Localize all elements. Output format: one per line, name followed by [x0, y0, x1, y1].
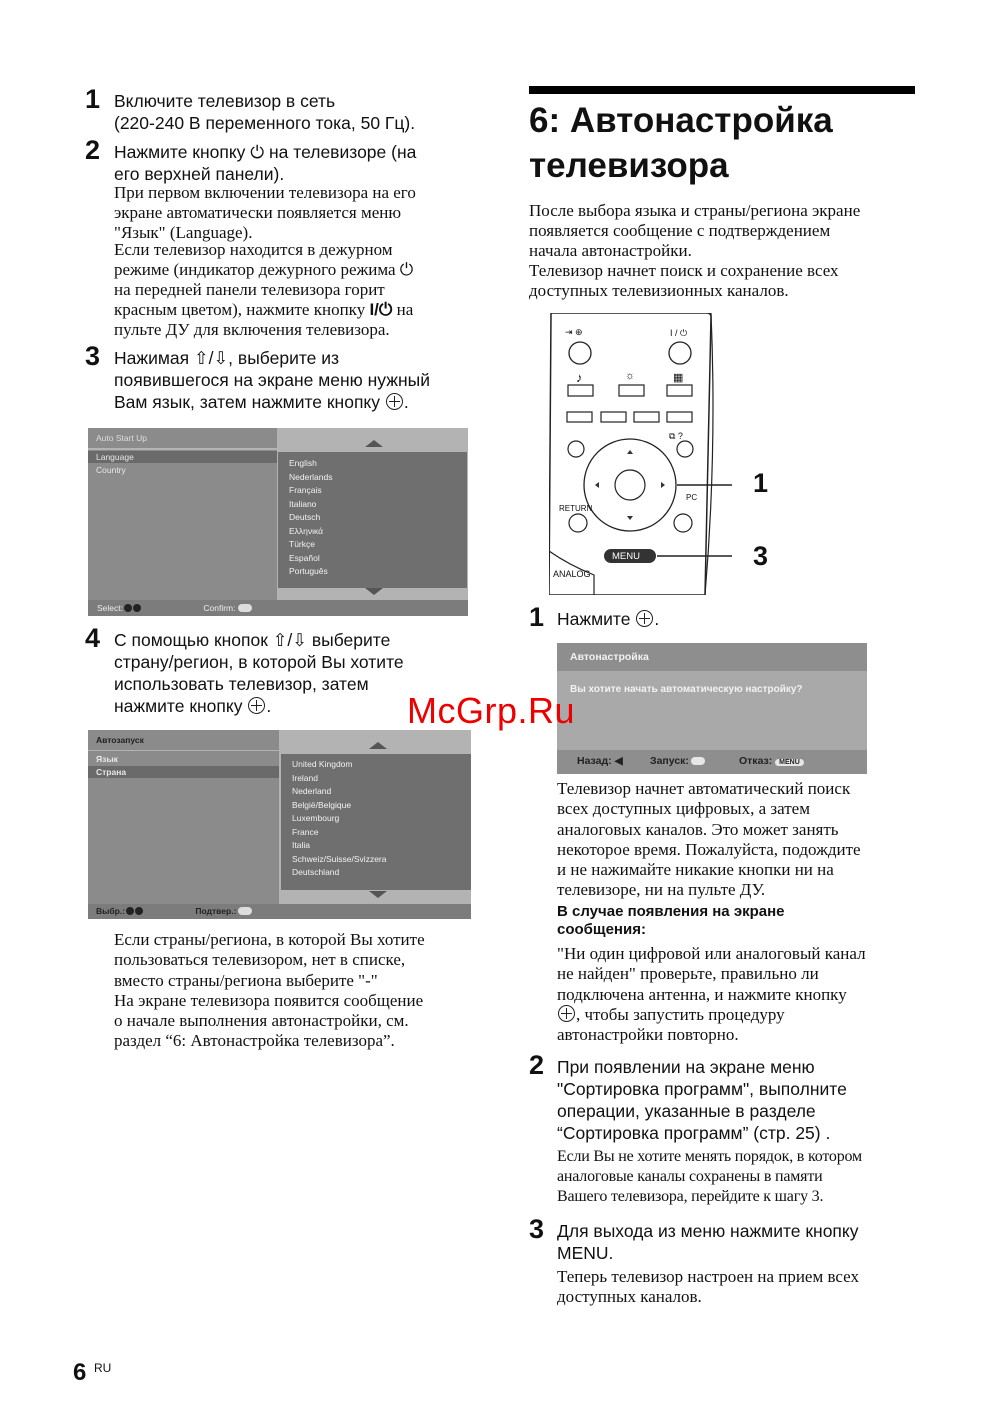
- section-heading: 6: Автонастройка телевизора: [529, 101, 833, 185]
- page-language: RU: [94, 1361, 112, 1375]
- menu-button[interactable]: MENU: [612, 551, 640, 562]
- scroll-down-arrow-icon[interactable]: [369, 891, 387, 898]
- confirm-question: Вы хотите начать автоматическую настройку?: [570, 684, 803, 695]
- down-key-icon: [135, 907, 143, 915]
- step-text: С помощью кнопок ⇧/⇩ выберите страну/регион, в которой Вы хотите использовать телевизор, затем нажмите кнопку .: [114, 630, 404, 716]
- picture-icon: ☼: [625, 370, 636, 382]
- menu-item-country[interactable]: Страна: [88, 766, 279, 778]
- step-note: Если телевизор находится в дежурном режиме (индикатор дежурного режима ⏻ на передней панели телевизора горит красным цветом), нажмите кнопку I/⏻ на пульте ДУ для включения телевизора.: [114, 240, 414, 339]
- step-number: 2: [85, 135, 101, 165]
- tv-standby-icon: I/⏻: [369, 300, 393, 319]
- analog-label: ANALOG: [553, 569, 591, 579]
- language-list: [278, 452, 467, 588]
- list-option[interactable]: Schweiz/Suisse/Svizzera: [292, 853, 387, 864]
- list-option[interactable]: Deutschland: [292, 867, 340, 877]
- autotune-confirm-screen: [557, 643, 867, 774]
- ok-button-icon: [636, 610, 653, 627]
- power-icon: ⏻: [250, 142, 265, 162]
- step-note: Если страны/региона, в которой Вы хотите пользоваться телевизором, нет в списке, вместо страны/региона выберите "-" На экране телевизора появится сообщение о начале выполнения автонастройки, см. раздел “6: Автонастройка телевизора”.: [114, 930, 425, 1051]
- remote-control-drawing: [549, 313, 779, 595]
- up-key-icon: [124, 604, 132, 612]
- menu-footer-bar: [88, 904, 471, 919]
- list-option[interactable]: Nederlands: [289, 471, 333, 482]
- page-number: 6: [73, 1359, 87, 1386]
- list-option[interactable]: Español: [289, 552, 320, 563]
- step-text: Включите телевизор в сеть (220-240 В переменного тока, 50 Гц).: [114, 91, 416, 133]
- cancel-hint: Отказ: MENU: [739, 755, 804, 767]
- ok-key-icon: [691, 757, 705, 765]
- step-note: Теперь телевизор настроен на прием всех доступных каналов.: [557, 1267, 859, 1306]
- list-option[interactable]: Português: [289, 566, 328, 576]
- case-heading: В случае появления на экране сообщения:: [557, 903, 785, 938]
- step-text: Нажимая ⇧/⇩, выберите из появившегося на экране меню нужный Вам язык, затем нажмите кнопку .: [114, 348, 430, 412]
- ok-button-icon: [248, 697, 265, 714]
- input-button-icon: ⇥ ⊕: [565, 327, 583, 337]
- scroll-up-arrow-icon[interactable]: [369, 742, 387, 749]
- heading-rule: [529, 86, 915, 94]
- list-option[interactable]: Türkçe: [289, 539, 315, 549]
- step-text: Нажмите кнопку ⏻ на телевизоре (на его верхней панели).: [114, 142, 417, 184]
- country-menu-screen: [88, 730, 471, 919]
- callout-number: 1: [753, 468, 769, 498]
- ok-key-icon: [238, 907, 252, 915]
- list-option[interactable]: Deutsch: [289, 512, 321, 522]
- scroll-down-arrow-icon[interactable]: [365, 588, 383, 595]
- menu-footer-bar: [88, 600, 468, 616]
- sound-icon: ♪: [576, 370, 583, 385]
- case-text: "Ни один цифровой или аналоговый канал не найден" проверьте, правильно ли подключена антенна, и нажмите кнопку , чтобы запустить процедуру автонастройки повторно.: [557, 944, 866, 1045]
- pc-label: PC: [686, 493, 698, 502]
- screen-mode-icon: ▦: [673, 372, 684, 384]
- menu-key-icon: MENU: [775, 759, 804, 766]
- step-number: 1: [85, 84, 101, 114]
- confirm-hint: Confirm:: [203, 603, 236, 613]
- confirm-hint: Подтвер.:: [195, 906, 237, 916]
- up-down-arrows-icon: ⇧/⇩: [193, 348, 229, 368]
- list-option[interactable]: Nederland: [292, 786, 332, 796]
- list-option[interactable]: België/Belgique: [292, 799, 352, 810]
- step-note: Если Вы не хотите менять порядок, в котором аналоговые каналы сохранены в памяти Вашего телевизора, перейдите к шагу 3.: [557, 1148, 862, 1205]
- power-button-label: I / ⏻: [670, 328, 688, 338]
- ok-button-icon: [558, 1005, 575, 1022]
- menu-item-language[interactable]: Language: [88, 451, 277, 463]
- confirm-title: Автонастройка: [570, 651, 649, 663]
- menu-item-language[interactable]: Язык: [96, 754, 118, 764]
- menu-item-country[interactable]: Country: [96, 465, 126, 475]
- info-buttons-icon: ⧉ ?: [669, 431, 683, 441]
- list-option[interactable]: English: [289, 458, 317, 468]
- standby-icon: ⏻: [399, 260, 414, 279]
- section-intro: После выбора языка и страны/региона экране появляется сообщение с подтверждением начала автонастройки. Телевизор начнет поиск и сохранение всех доступных телевизионных каналов.: [529, 201, 861, 300]
- language-menu-screen: [88, 428, 468, 616]
- scroll-up-arrow-icon[interactable]: [365, 440, 383, 447]
- up-down-arrows-icon: ⇧/⇩: [272, 630, 307, 650]
- down-key-icon: [133, 604, 141, 612]
- up-key-icon: [126, 907, 134, 915]
- return-label: RETURN: [559, 504, 593, 513]
- select-hint: Select:: [97, 603, 123, 613]
- list-option[interactable]: Luxembourg: [292, 813, 340, 823]
- list-option[interactable]: Italiano: [289, 498, 317, 509]
- step-text: Для выхода из меню нажмите кнопку MENU.: [557, 1221, 859, 1263]
- list-option[interactable]: Ελληνικά: [289, 525, 324, 536]
- remote-control-illustration: [549, 313, 779, 595]
- list-option[interactable]: Ireland: [292, 772, 318, 783]
- step-number: 4: [85, 623, 101, 653]
- list-option[interactable]: United Kingdom: [292, 759, 353, 769]
- step-text: При появлении на экране меню "Сортировка программ", выполните операции, указанные в разделе “Сортировка программ” (стр. 25) .: [557, 1057, 847, 1143]
- list-option[interactable]: France: [292, 826, 319, 837]
- ok-button-icon: [386, 393, 403, 410]
- back-arrow-icon: ◀: [614, 755, 623, 767]
- select-hint: Выбр.:: [96, 906, 126, 916]
- ok-key-icon: [238, 604, 252, 612]
- callout-number: 3: [753, 541, 769, 571]
- step-number: 1: [529, 602, 545, 632]
- step-number: 3: [529, 1214, 545, 1244]
- menu-title: Auto Start Up: [88, 428, 277, 448]
- step-note: Телевизор начнет автоматический поиск всех доступных цифровых, а затем аналоговых каналов. Это может занять некоторое время. Пожалуйста, подождите и не нажимайте никакие кнопки ни на телевизоре, ни на пульте ДУ.: [557, 779, 861, 900]
- step-note: При первом включении телевизора на его экране автоматически появляется меню "Язык" (Language).: [114, 183, 416, 242]
- country-list: [281, 754, 471, 890]
- step-text: Нажмите .: [557, 609, 660, 629]
- start-hint: Запуск:: [650, 755, 705, 767]
- list-option[interactable]: Italia: [292, 840, 310, 850]
- back-hint: Назад: ◀: [577, 755, 623, 767]
- menu-title: Автозапуск: [88, 730, 279, 750]
- list-option[interactable]: Français: [289, 485, 322, 495]
- step-number: 2: [529, 1050, 545, 1080]
- step-number: 3: [85, 341, 101, 371]
- watermark: McGrp.Ru: [407, 690, 576, 731]
